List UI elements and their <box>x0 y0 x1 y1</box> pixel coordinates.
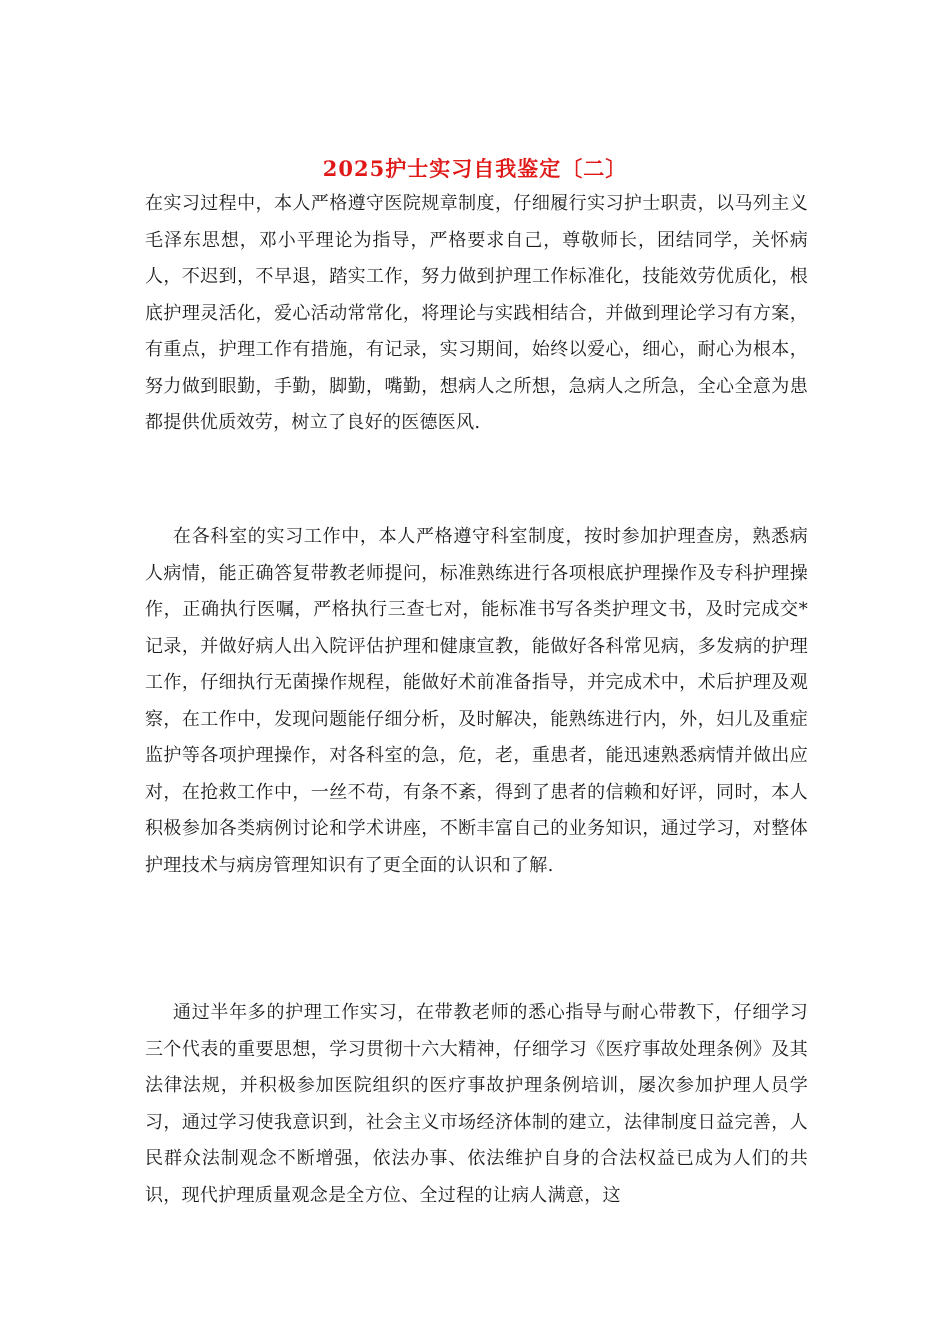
document-title: 2025护士实习自我鉴定〔二〕 <box>322 156 628 181</box>
paragraph-2: 在各科室的实习工作中，本人严格遵守科室制度，按时参加护理查房，熟悉病人病情，能正确答复带教老师提问，标准熟练进行各项根底护理操作及专科护理操作，正确执行医嘱，严格执行三查七对，能标准书写各类护理文书，及时完成交*记录，并做好病人出入院评估护理和健康宣教，能做好各科常见病，多发病的护理工作，仔细执行无菌操作规程，能做好术前准备指导，并完成术中，术后护理及观察，在工作中，发现问题能仔细分析，及时解决，能熟练进行内，外，妇儿及重症监护等各项护理操作，对各科室的急，危，老，重患者，能迅速熟悉病情并做出应对，在抢救工作中，一丝不苟，有条不紊，得到了患者的信赖和好评，同时，本人积极参加各类病例讨论和学术讲座，不断丰富自己的业务知识，通过学习，对整体护理技术与病房管理知识有了更全面的认识和了解. <box>145 526 808 876</box>
paragraph-1: 在实习过程中，本人严格遵守医院规章制度，仔细履行实习护士职责，以马列主义毛泽东思想，邓小平理论为指导，严格要求自己，尊敬师长，团结同学，关怀病人，不迟到，不早退，踏实工作，努力做到护理工作标准化，技能效劳优质化，根底护理灵活化，爱心活动常常化，将理论与实践相结合，并做到理论学习有方案，有重点，护理工作有措施，有记录，实习期间，始终以爱心，细心，耐心为根本，努力做到眼勤，手勤，脚勤，嘴勤，想病人之所想，急病人之所急，全心全意为患都提供优质效劳，树立了良好的医德医风. <box>145 193 808 433</box>
paragraph-3: 通过半年多的护理工作实习，在带教老师的悉心指导与耐心带教下，仔细学习三个代表的重要思想，学习贯彻十六大精神，仔细学习《医疗事故处理条例》及其法律法规，并积极参加医院组织的医疗事故护理条例培训，屡次参加护理人员学习，通过学习使我意识到，社会主义市场经济体制的建立，法律制度日益完善，人民群众法制观念不断增强，依法办事、依法维护自身的合法权益已成为人们的共识，现代护理质量观念是全方位、全过程的让病人满意，这 <box>145 1002 808 1206</box>
